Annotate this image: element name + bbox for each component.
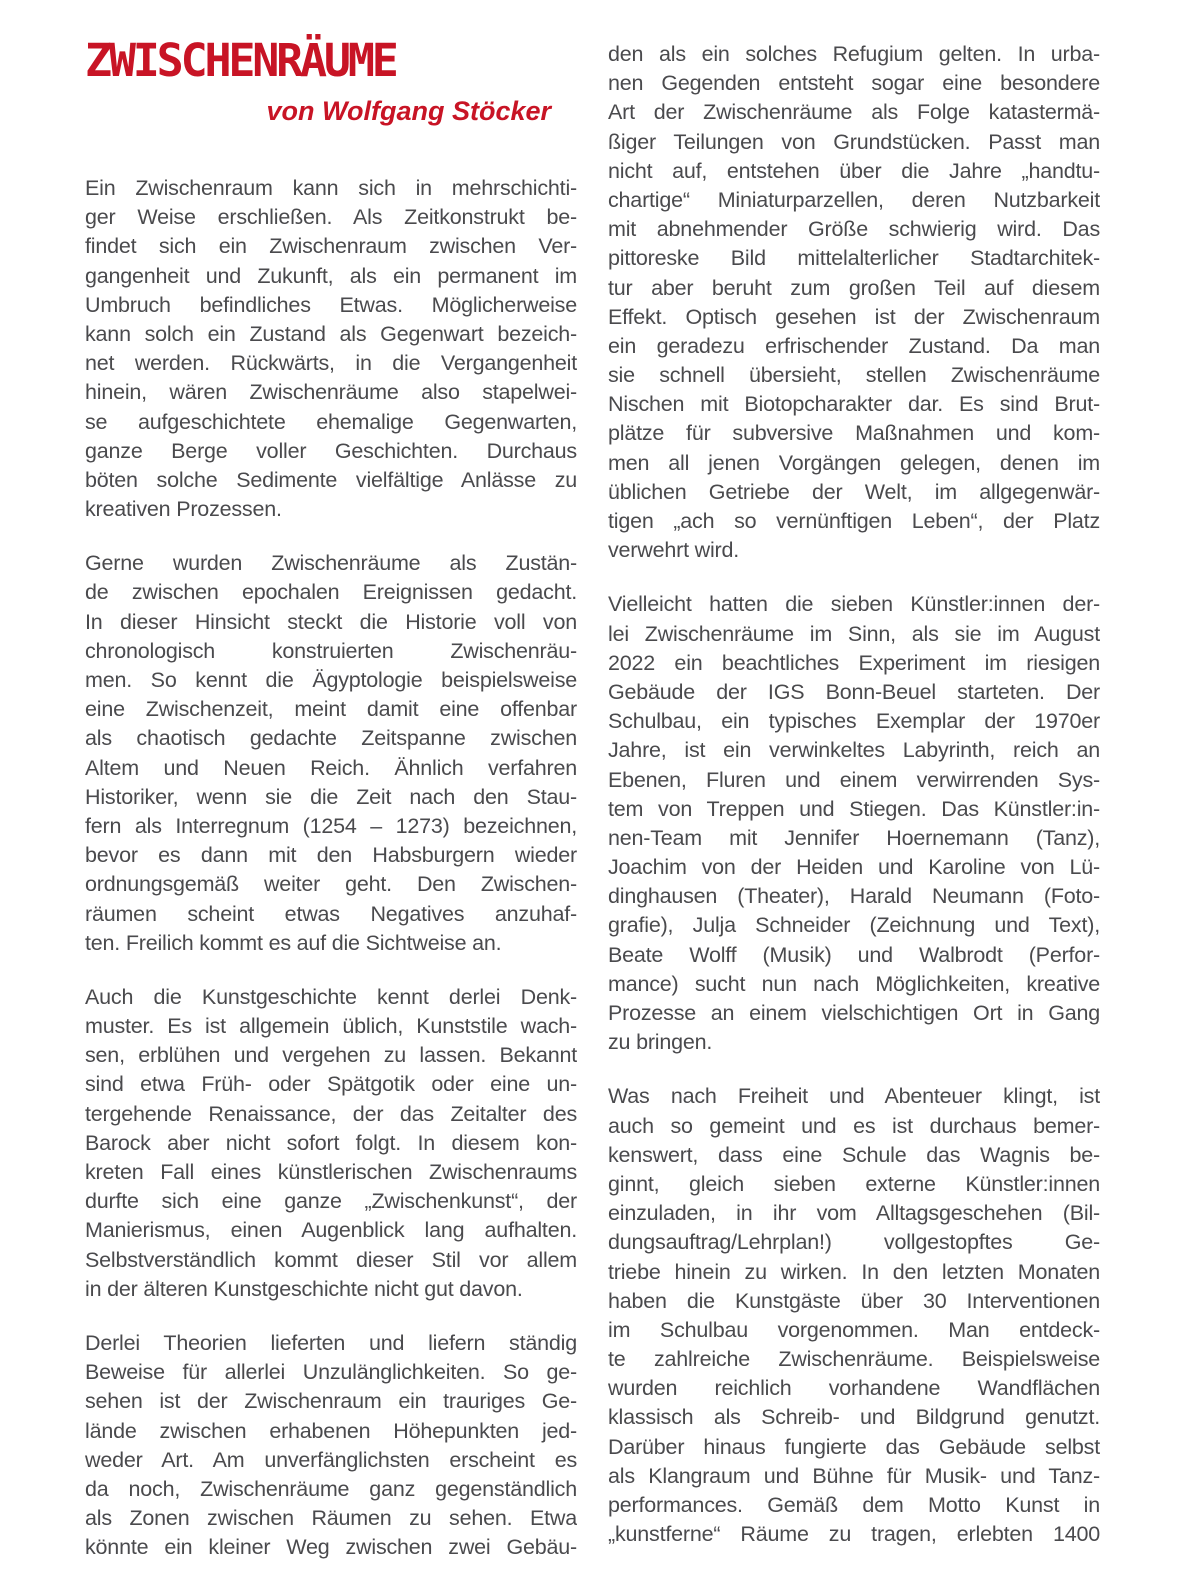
text-line: sehen ist der Zwischenraum ein trauriges Ge-: [85, 1389, 577, 1414]
paragraph: [85, 174, 577, 524]
text-line: Schulbau, ein typisches Exemplar der 1970er: [608, 709, 1100, 734]
text-line: Historiker, wenn sie die Zeit nach den Stau-: [85, 784, 577, 809]
text-line: men. So kennt die Ägyptologie beispielsweise: [85, 668, 577, 692]
text-line: performances. Gemäß dem Motto Kunst in: [608, 1493, 1100, 1517]
text-line: Auch die Kunstgeschichte kennt derlei Denk-: [85, 984, 577, 1009]
text-line: üblichen Getriebe der Welt, im allgegenwär-: [608, 479, 1100, 504]
text-line: chronologisch konstruierten Zwischenräu-: [85, 638, 577, 663]
article-byline: von Wolfgang Stöcker: [266, 96, 551, 126]
text-line: gangenheit und Zukunft, als ein permanent im: [85, 263, 577, 288]
text-line: ein geradezu erfrischender Zustand. Da man: [608, 333, 1100, 358]
text-line: dinghausen (Theater), Harald Neumann (Foto-: [608, 884, 1100, 909]
text-line: Jahre, ist ein verwinkeltes Labyrinth, reich an: [608, 738, 1100, 763]
text-line: Gebäude der IGS Bonn-Beuel starteten. Der: [608, 679, 1100, 704]
paragraph: [608, 1082, 1100, 1549]
text-line: nen Gegenden entsteht sogar eine besondere: [608, 71, 1100, 96]
text-line: kann solch ein Zustand als Gegenwart bezeich-: [85, 321, 577, 346]
text-line: Darüber hinaus fungierte das Gebäude selbst: [608, 1434, 1100, 1459]
column-right: [608, 40, 1100, 1549]
text-line: Gerne wurden Zwischenräume als Zustän-: [85, 551, 577, 576]
text-line: grafie), Julja Schneider (Zeichnung und Text),: [608, 913, 1100, 938]
text-line: tigen „ach so vernünftigen Leben“, der Platz: [608, 509, 1100, 533]
text-line: Nischen mit Biotopcharakter dar. Es sind Brut-: [608, 392, 1100, 417]
text-line: lei Zwischenräume im Sinn, als sie im August: [608, 621, 1100, 646]
paragraph: [85, 983, 577, 1304]
text-line: Joachim von der Heiden und Karoline von Lü-: [608, 855, 1100, 880]
text-line: böten solche Sedimente vielfältige Anlässe zu: [85, 467, 577, 492]
column-right-paragraphs: [608, 40, 1100, 1549]
text-line: findet sich ein Zwischenraum zwischen Ver-: [85, 234, 577, 259]
text-line: klassisch als Schreib- und Bildgrund genutzt.: [608, 1405, 1100, 1430]
text-line: nicht auf, entstehen über die Jahre „handtu-: [608, 158, 1100, 183]
text-line: dungsauftrag/Lehrplan!) vollgestopftes Ge-: [608, 1230, 1100, 1255]
text-line: men all jenen Vorgängen gelegen, denen im: [608, 450, 1100, 475]
text-line: Umbruch befindliches Etwas. Möglicherweise: [85, 292, 577, 317]
text-line: Barock aber nicht sofort folgt. In diesem kon-: [85, 1130, 577, 1155]
text-line: hinein, wären Zwischenräume also stapelwei-: [85, 380, 577, 405]
text-line: Effekt. Optisch gesehen ist der Zwischenraum: [608, 304, 1100, 329]
text-line: tergehende Renaissance, der das Zeitalter des: [85, 1101, 577, 1126]
article-title: ZWISCHENRÄUME: [85, 34, 396, 87]
text-line: chartige“ Miniaturparzellen, deren Nutzbarkeit: [608, 187, 1100, 212]
text-line: triebe hinein zu wirken. In den letzten Monaten: [608, 1259, 1100, 1284]
text-line: als chaotisch gedachte Zeitspanne zwischen: [85, 726, 577, 751]
text-line: einzuladen, in ihr vom Alltagsgeschehen (Bil-: [608, 1201, 1100, 1226]
text-line: se aufgeschichtete ehemalige Gegenwarten,: [85, 409, 577, 434]
paragraph: [85, 549, 577, 958]
text-line: plätze für subversive Maßnahmen und kom-: [608, 421, 1100, 446]
text-line: kenswert, dass eine Schule das Wagnis be-: [608, 1142, 1100, 1167]
text-line: Altem und Neuen Reich. Ähnlich verfahren: [85, 755, 577, 780]
text-line: als Klangraum und Bühne für Musik- und Tanz-: [608, 1463, 1100, 1488]
text-line: net werden. Rückwärts, in die Vergangenheit: [85, 351, 577, 376]
column-left-paragraphs: [85, 174, 577, 1562]
text-line: Beate Wolff (Musik) und Walbrodt (Perfor-: [608, 942, 1100, 967]
text-line: durfte sich eine ganze „Zwischenkunst“, der: [85, 1189, 577, 1214]
text-line: weder Art. Am unverfänglichsten erscheint es: [85, 1447, 577, 1472]
text-line: als Zonen zwischen Räumen zu sehen. Etwa: [85, 1506, 577, 1531]
text-line: nen-Team mit Jennifer Hoernemann (Tanz),: [608, 825, 1100, 850]
text-line: de zwischen epochalen Ereignissen gedacht.: [85, 580, 577, 605]
text-line: kreativen Prozessen.: [85, 497, 282, 522]
text-line: tur aber beruht zum großen Teil auf diesem: [608, 275, 1100, 300]
text-line: könnte ein kleiner Weg zwischen zwei Gebäu-: [85, 1535, 577, 1560]
text-line: 2022 ein beachtliches Experiment im riesigen: [608, 650, 1100, 675]
text-line: verwehrt wird.: [608, 538, 740, 563]
text-line: ganze Berge voller Geschichten. Durchaus: [85, 438, 577, 463]
text-line: pittoreske Bild mittelalterlicher Stadtarchitek-: [608, 246, 1100, 271]
text-line: Ein Zwischenraum kann sich in mehrschichti-: [85, 176, 577, 200]
text-line: „kunstferne“ Räume zu tragen, erlebten 1400: [608, 1522, 1100, 1547]
text-line: Selbstverständlich kommt dieser Stil vor allem: [85, 1247, 577, 1272]
text-line: zu bringen.: [608, 1030, 713, 1055]
text-line: te zahlreiche Zwischenräume. Beispielsweise: [608, 1347, 1100, 1372]
text-line: eine Zwischenzeit, meint damit eine offenbar: [85, 697, 577, 722]
text-line: Ebenen, Fluren und einem verwirrenden Sys-: [608, 767, 1100, 792]
text-line: ordnungsgemäß weiter geht. Den Zwischen-: [85, 872, 577, 897]
text-line: räumen scheint etwas Negatives anzuhaf-: [85, 901, 577, 926]
paragraph: [85, 1329, 577, 1563]
text-line: Art der Zwischenräume als Folge katastermä-: [608, 100, 1100, 125]
text-line: kreten Fall eines künstlerischen Zwischenraums: [85, 1160, 577, 1184]
text-line: tem von Treppen und Stiegen. Das Künstler:in-: [608, 796, 1100, 821]
text-line: bevor es dann mit den Habsburgern wieder: [85, 843, 577, 868]
text-line: sind etwa Früh- oder Spätgotik oder eine un-: [85, 1072, 577, 1097]
text-line: Vielleicht hatten die sieben Künstler:innen der-: [608, 592, 1100, 617]
text-line: sen, erblühen und vergehen zu lassen. Bekannt: [85, 1043, 577, 1068]
text-line: In dieser Hinsicht steckt die Historie voll von: [85, 609, 577, 634]
text-line: Beweise für allerlei Unzulänglichkeiten. So ge-: [85, 1360, 577, 1385]
text-line: Prozesse an einem vielschichtigen Ort in Gang: [608, 1001, 1100, 1025]
text-line: ger Weise erschließen. Als Zeitkonstrukt be-: [85, 205, 577, 230]
text-line: wurden reichlich vorhandene Wandflächen: [608, 1376, 1100, 1401]
paragraph: [608, 40, 1100, 565]
text-line: mance) sucht nun nach Möglichkeiten, kreative: [608, 971, 1100, 996]
text-line: sie schnell übersieht, stellen Zwischenräume: [608, 363, 1100, 388]
paragraph: [608, 590, 1100, 1057]
text-line: ginnt, gleich sieben externe Künstler:innen: [608, 1171, 1100, 1196]
text-line: lände zwischen erhabenen Höhepunkten jed-: [85, 1418, 577, 1443]
text-line: Derlei Theorien lieferten und liefern ständig: [85, 1330, 577, 1355]
text-line: den als ein solches Refugium gelten. In urba-: [608, 42, 1100, 66]
text-line: Manierismus, einen Augenblick lang aufhalten.: [85, 1218, 577, 1243]
text-line: im Schulbau vorgenommen. Man entdeck-: [608, 1317, 1100, 1342]
text-line: ten. Freilich kommt es auf die Sichtweise an.: [85, 930, 502, 955]
text-line: fern als Interregnum (1254 – 1273) bezeichnen,: [85, 813, 577, 838]
text-line: muster. Es ist allgemein üblich, Kunststile wach-: [85, 1014, 577, 1039]
column-left: [85, 34, 577, 1562]
text-line: haben die Kunstgäste über 30 Interventionen: [608, 1288, 1100, 1313]
text-line: mit abnehmender Größe schwierig wird. Das: [608, 217, 1100, 242]
text-line: Was nach Freiheit und Abenteuer klingt, ist: [608, 1084, 1100, 1109]
text-line: ßiger Teilungen von Grundstücken. Passt man: [608, 129, 1100, 154]
text-line: da noch, Zwischenräume ganz gegenständlich: [85, 1476, 577, 1501]
text-line: auch so gemeint und es ist durchaus bemer-: [608, 1113, 1100, 1138]
text-line: in der älteren Kunstgeschichte nicht gut davon.: [85, 1276, 523, 1301]
